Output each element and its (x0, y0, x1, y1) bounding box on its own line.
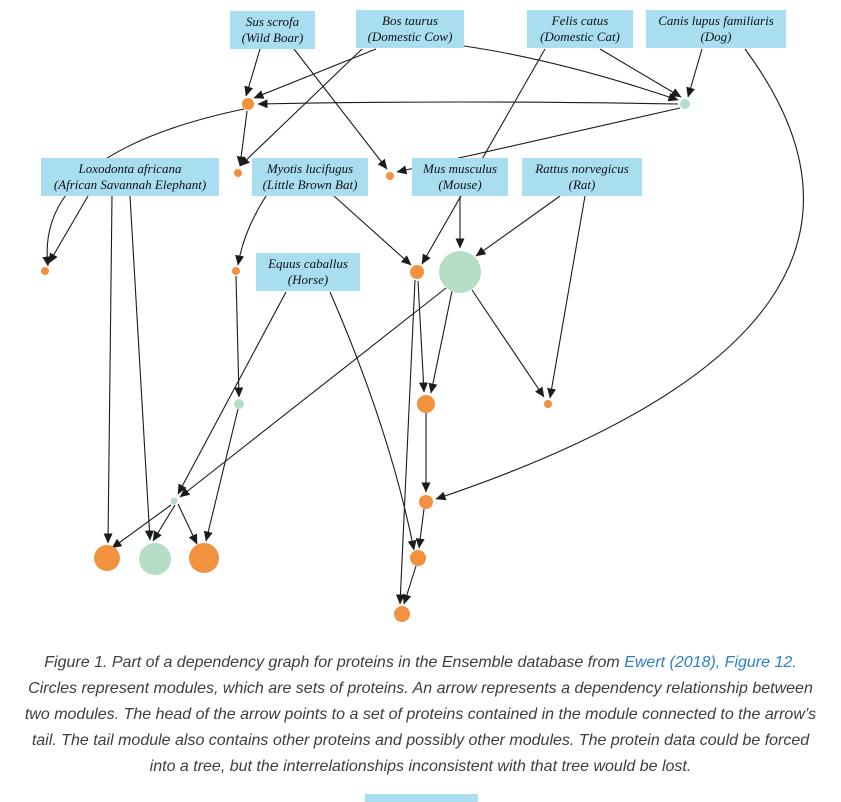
species-box-rattus (522, 158, 642, 196)
species-latin-name: Felis catus (551, 12, 609, 28)
species-box-canis (646, 10, 786, 48)
species-box-myotis (252, 158, 368, 196)
dependency-edge (258, 102, 678, 104)
dependency-edge (550, 196, 585, 398)
module-node-D (386, 172, 394, 180)
species-latin-name: Loxodonta africana (78, 160, 182, 176)
species-common-name: (Domestic Cat) (540, 29, 620, 44)
species-common-name: (Little Brown Bat) (262, 177, 358, 192)
species-latin-name: Rattus norvegicus (535, 160, 629, 176)
module-node-C (234, 169, 242, 177)
species-common-name: (Mouse) (438, 177, 482, 192)
figure-caption (0, 634, 841, 796)
dependency-edge (240, 49, 362, 166)
module-node-H (439, 251, 481, 293)
species-common-name: (Rat) (568, 177, 596, 192)
dependency-edge (294, 49, 387, 169)
dependency-edge (130, 196, 150, 540)
module-node-L (171, 498, 178, 505)
dependency-edge (418, 281, 424, 392)
species-box-mus (412, 158, 508, 196)
dependency-edge (688, 49, 702, 97)
module-node-N (410, 550, 426, 566)
dependency-edge (246, 49, 260, 96)
module-node-R (394, 606, 410, 622)
species-box-felis (527, 10, 633, 48)
dependency-edge (422, 49, 545, 264)
species-latin-name: Myotis lucifugus (266, 160, 354, 176)
dependency-edge (419, 509, 424, 548)
dependency-edge (330, 292, 414, 550)
module-node-B (680, 99, 690, 109)
dependency-edge (236, 276, 239, 397)
dependency-edge (254, 49, 376, 98)
dependency-edge (472, 290, 544, 397)
species-latin-name: Mus musculus (422, 160, 498, 176)
species-latin-name: Equus caballus (268, 255, 348, 271)
species-latin-name: Bos taurus (382, 12, 438, 28)
dependency-edge (600, 49, 681, 97)
module-node-A (242, 98, 254, 110)
species-box-loxodonta (41, 158, 219, 196)
dependency-edge (108, 196, 112, 543)
dependency-edge (476, 196, 560, 256)
species-common-name: (Domestic Cow) (367, 29, 453, 44)
species-common-name: (Horse) (287, 272, 329, 287)
module-node-Q (189, 543, 219, 573)
species-box-sus (230, 11, 315, 49)
module-node-O (94, 545, 120, 571)
edges-group (47, 46, 803, 604)
module-node-J (417, 395, 435, 413)
ewert-citation-link[interactable]: Ewert (2018), Figure 12. (624, 654, 797, 671)
dependency-edge (206, 409, 238, 541)
dependency-edge (464, 46, 678, 100)
cutoff-box (365, 794, 478, 802)
module-node-K (544, 400, 552, 408)
module-node-F (232, 267, 240, 275)
species-common-name: (Wild Boar) (241, 30, 304, 45)
species-box-bos (356, 10, 464, 48)
dependency-edge (404, 566, 416, 604)
figure-caption-text (21, 650, 821, 780)
species-latin-name: Canis lupus familiaris (658, 12, 774, 28)
species-common-name: (Dog) (700, 29, 732, 44)
module-node-G (410, 265, 424, 279)
dependency-edge (240, 111, 247, 166)
dependency-edge (431, 291, 452, 393)
dependency-edge (178, 292, 286, 494)
caption-part1: Figure 1. Part of a dependency graph for proteins in the Ensemble database from (44, 654, 625, 671)
dependency-edge (49, 196, 88, 263)
species-latin-name: Sus scrofa (245, 13, 300, 29)
species-box-equus (256, 253, 360, 291)
module-node-M (419, 495, 433, 509)
species-common-name: (African Savannah Elephant) (53, 177, 207, 192)
module-node-E (41, 267, 49, 275)
module-node-I (234, 399, 244, 409)
dependency-edge (178, 504, 197, 544)
module-node-P (139, 543, 171, 575)
caption-part2: Circles represent modules, which are sets of proteins. An arrow represents a dependency relationship between two modules. The head of the arrow points to a set of proteins contained in the module connected to the arrow’s tail. The tail module also contains other proteins and possibly other modules. The protein data could be forced into a tree, but the interrelationships inconsistent with that tree would be lost. (24, 680, 817, 775)
dependency-edge (436, 49, 803, 499)
